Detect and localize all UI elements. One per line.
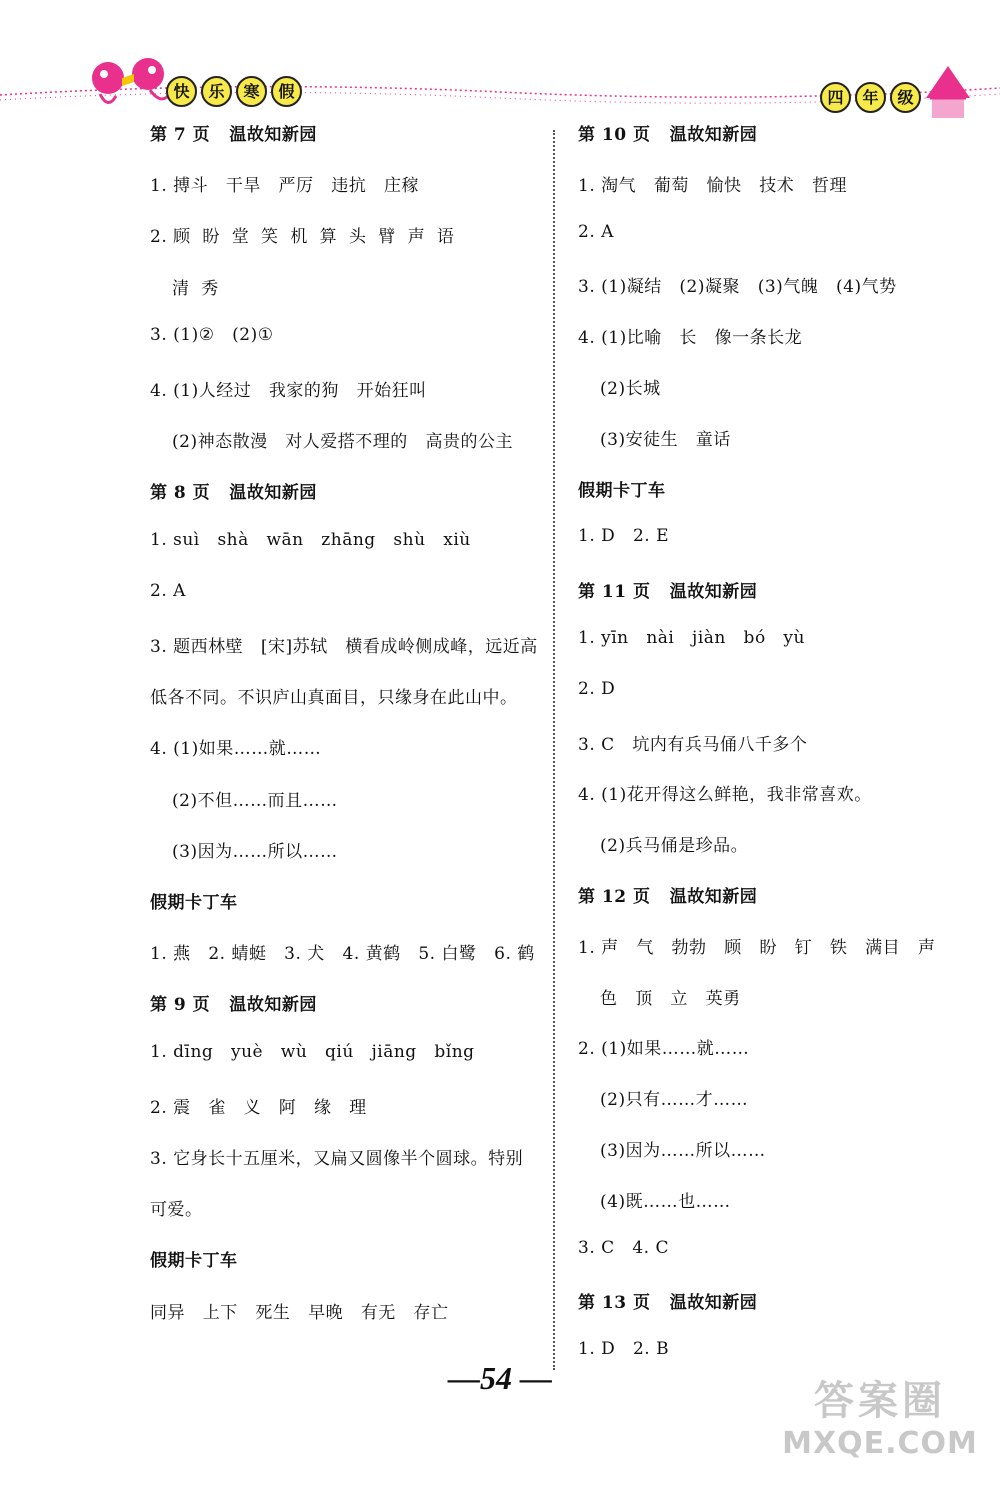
answer-line: 2. 震 雀 义 阿 缘 理 <box>150 1097 367 1118</box>
brand-char: 快 <box>166 76 197 107</box>
grade-char: 年 <box>855 82 886 113</box>
section-heading: 第 11 页 温故知新园 <box>578 582 758 603</box>
answer-line: 3. 它身长十五厘米，又扁又圆像半个圆球。特别 <box>150 1149 524 1169</box>
answer-line: (2)不但……而且…… <box>172 790 338 811</box>
answer-line: 4. (1)花开得这么鲜艳，我非常喜欢。 <box>578 785 872 806</box>
answer-line: 2. A <box>578 221 614 242</box>
answer-line: 同异 上下 死生 早晚 有无 存亡 <box>150 1302 449 1323</box>
brand-char: 寒 <box>236 76 267 107</box>
answer-line: (3)安徒生 童话 <box>600 429 731 450</box>
answer-line: 2. A <box>150 580 186 601</box>
column-divider <box>553 130 555 1370</box>
watermark <box>780 1369 980 1461</box>
grade-char: 级 <box>890 82 921 113</box>
answer-line: (4)既……也…… <box>600 1191 731 1212</box>
grade-label <box>820 82 921 113</box>
answer-line: 清 秀 <box>172 278 219 299</box>
answer-line: (2)只有……才…… <box>600 1090 749 1111</box>
answer-line: 2. D <box>578 678 616 699</box>
answer-line: 可爱。 <box>150 1200 203 1221</box>
page-number: —54 — <box>448 1360 552 1396</box>
bird-icon <box>122 58 168 99</box>
answer-line: (2)神态散漫 对人爱搭不理的 高贵的公主 <box>172 432 514 453</box>
answer-line: 4. (1)比喻 长 像一条长龙 <box>578 328 803 349</box>
answer-line: 1. 燕 2. 蜻蜓 3. 犬 4. 黄鹤 5. 白鹭 6. 鹤 <box>150 944 535 965</box>
section-heading: 第 12 页 温故知新园 <box>578 887 758 907</box>
watermark-title: 答案圈 <box>814 1378 946 1424</box>
section-heading: 第 8 页 温故知新园 <box>150 483 317 504</box>
brand-char: 假 <box>271 76 302 107</box>
brand-char: 乐 <box>201 76 232 107</box>
series-title <box>166 76 302 107</box>
answer-line: 3. C 坑内有兵马俑八千多个 <box>578 734 808 755</box>
section-heading: 第 9 页 温故知新园 <box>150 995 317 1016</box>
answer-line: 1. 搏斗 干旱 严厉 违抗 庄稼 <box>150 176 419 197</box>
answer-line: 1. yīn nài jiàn bó yù <box>578 628 805 648</box>
answer-line: (2)长城 <box>600 379 661 399</box>
section-heading: 第 7 页 温故知新园 <box>150 125 317 145</box>
answer-line: 1. D 2. E <box>578 526 669 547</box>
answer-line: 色 顶 立 英勇 <box>600 988 741 1009</box>
section-heading: 假期卡丁车 <box>150 1251 238 1272</box>
bird-icon <box>92 62 134 103</box>
answer-line: 4. (1)如果……就…… <box>150 739 322 760</box>
answer-line: 3. 题西林壁 [宋]苏轼 横看成岭侧成峰，远近高 <box>150 637 538 657</box>
answer-line: 3. (1)凝结 (2)凝聚 (3)气魄 (4)气势 <box>578 277 897 298</box>
section-heading: 第 13 页 温故知新园 <box>578 1293 758 1314</box>
answer-line: 低各不同。不识庐山真面目，只缘身在此山中。 <box>150 688 518 709</box>
section-heading: 假期卡丁车 <box>150 893 238 913</box>
section-heading: 第 10 页 温故知新园 <box>578 125 758 145</box>
answer-line: (3)因为……所以…… <box>172 841 338 862</box>
answer-line: (3)因为……所以…… <box>600 1141 766 1161</box>
answer-line: 1. 淘气 葡萄 愉快 技术 哲理 <box>578 175 847 196</box>
grade-char: 四 <box>820 82 851 113</box>
house-icon <box>926 66 970 118</box>
answer-line: 3. C 4. C <box>578 1237 669 1258</box>
answer-line: 2. (1)如果……就…… <box>578 1039 750 1060</box>
section-heading: 假期卡丁车 <box>578 480 666 501</box>
page-header <box>0 0 1000 130</box>
answer-line: 1. dīng yuè wù qiú jiāng bǐng <box>150 1041 475 1062</box>
answer-line: 1. suì shà wān zhāng shù xiù <box>150 529 471 550</box>
answer-line: 1. D 2. B <box>578 1339 670 1360</box>
answer-line: 4. (1)人经过 我家的狗 开始狂叫 <box>150 381 427 401</box>
watermark-url: MXQE.COM <box>782 1426 978 1461</box>
answer-line: (2)兵马俑是珍品。 <box>600 836 749 857</box>
answer-line: 1. 声 气 勃勃 顾 盼 钉 铁 满目 声 <box>578 937 936 958</box>
answer-line: 3. (1)② (2)① <box>150 324 274 345</box>
answer-line: 2. 顾 盼 堂 笑 机 算 头 臂 声 语 <box>150 227 455 248</box>
